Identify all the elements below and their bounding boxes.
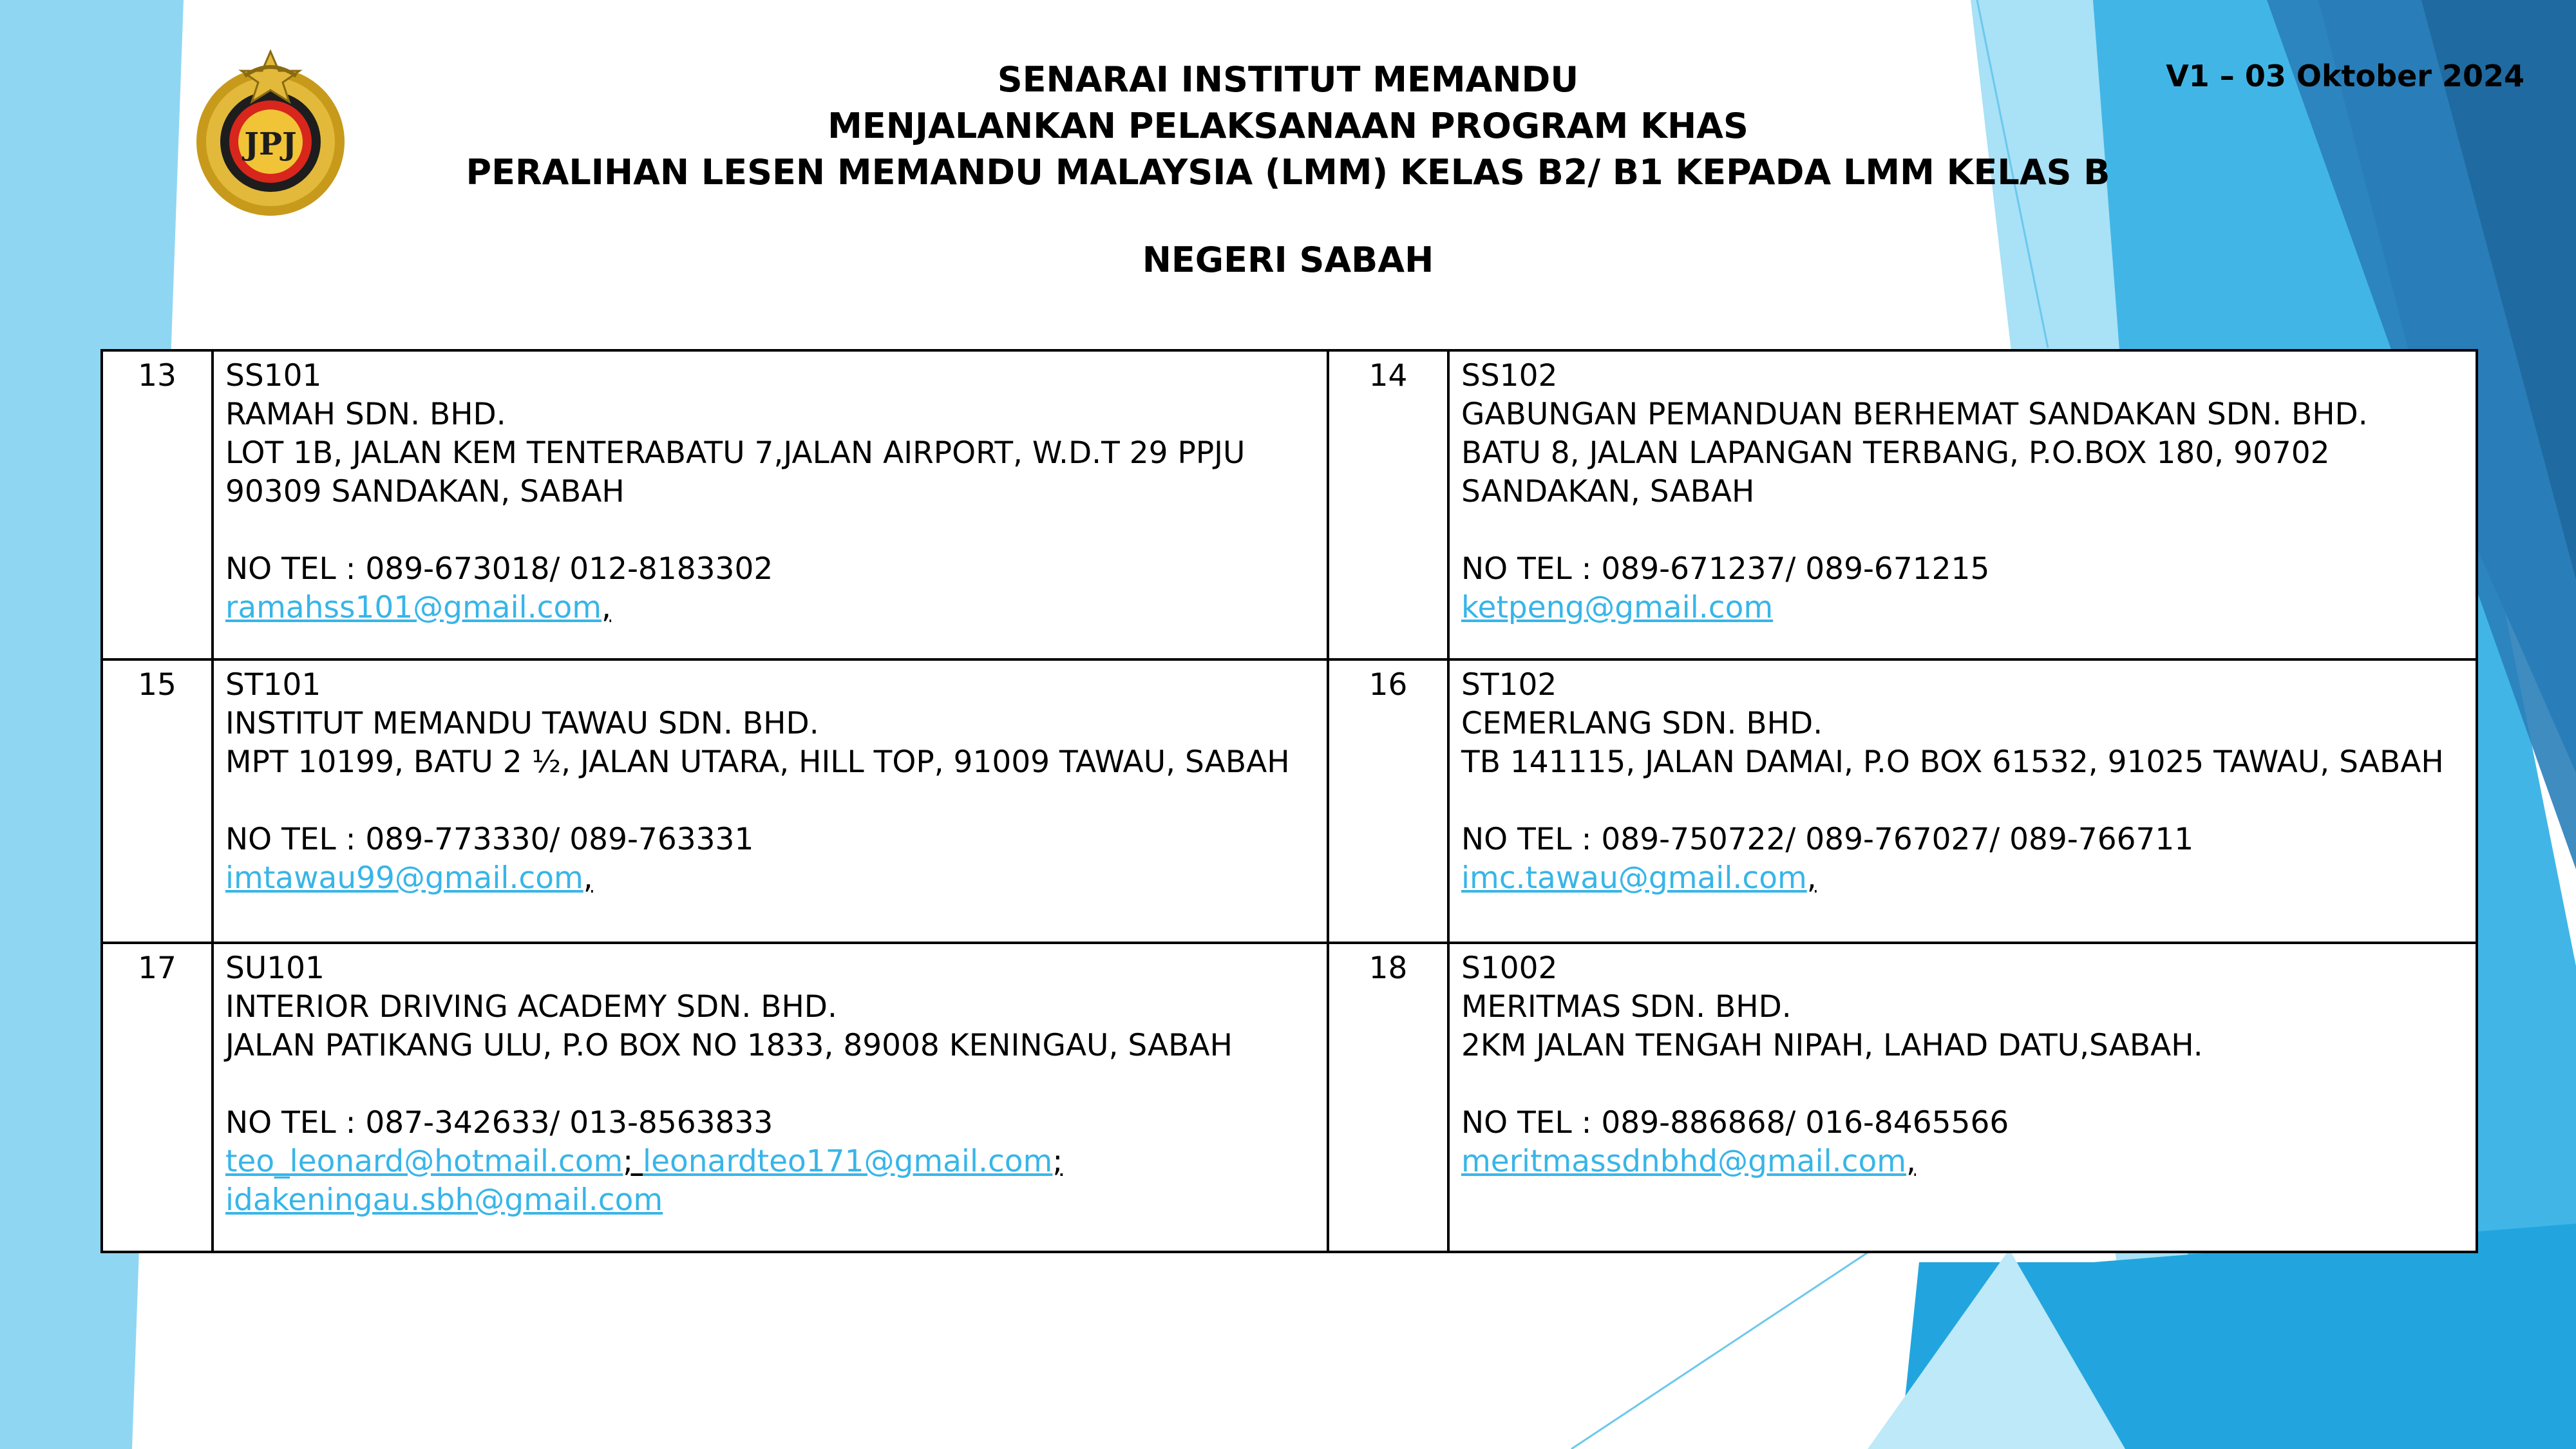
entry-address: TB 141115, JALAN DAMAI, P.O BOX 61532, 91025 TAWAU, SABAH <box>1461 744 2444 780</box>
entry-phone: NO TEL : 089-750722/ 089-767027/ 089-766711 <box>1461 822 2194 857</box>
entry-cell <box>213 943 1328 1252</box>
entry-address: MPT 10199, BATU 2 ½, JALAN UTARA, HILL TOP, 91009 TAWAU, SABAH <box>225 744 1290 780</box>
entry-number: 16 <box>1328 659 1448 943</box>
entry-phone: NO TEL : 087-342633/ 013-8563833 <box>225 1105 773 1141</box>
entry-code: ST101 <box>225 667 321 703</box>
entry-cell <box>1448 943 2477 1252</box>
institute-table <box>100 349 2478 1253</box>
table-row <box>102 350 2477 659</box>
entry-name: CEMERLANG SDN. BHD. <box>1461 706 1823 741</box>
entry-address: 2KM JALAN TENGAH NIPAH, LAHAD DATU,SABAH. <box>1461 1028 2203 1063</box>
entry-code: SS101 <box>225 358 322 393</box>
entry-name: MERITMAS SDN. BHD. <box>1461 989 1792 1025</box>
entry-cell <box>213 659 1328 943</box>
entry-code: SU101 <box>225 951 325 986</box>
entry-address: 90309 SANDAKAN, SABAH <box>225 474 625 509</box>
email-link[interactable]: idakeningau.sbh@gmail.com <box>225 1182 663 1218</box>
table-row <box>102 943 2477 1252</box>
email-separator: ; <box>623 1144 643 1179</box>
email-link[interactable]: imc.tawau@gmail.com <box>1461 860 1807 896</box>
email-separator: , <box>1806 860 1817 896</box>
entry-cell <box>213 350 1328 659</box>
entry-number: 18 <box>1328 943 1448 1252</box>
entry-name: INTERIOR DRIVING ACADEMY SDN. BHD. <box>225 989 837 1025</box>
thin-diagonal-line-bottom <box>1571 1253 1868 1449</box>
entry-cell <box>1448 350 2477 659</box>
entry-code: S1002 <box>1461 951 1558 986</box>
document-title <box>322 57 2254 196</box>
entry-code: ST102 <box>1461 667 1557 703</box>
email-link[interactable]: meritmassdnbhd@gmail.com <box>1461 1144 1907 1179</box>
version-label: V1 – 03 Oktober 2024 <box>2166 59 2524 93</box>
svg-text:JPJ: JPJ <box>244 126 297 162</box>
entry-address: LOT 1B, JALAN KEM TENTERABATU 7,JALAN AIRPORT, W.D.T 29 PPJU <box>225 435 1245 471</box>
entry-number: 15 <box>102 659 213 943</box>
entry-name: GABUNGAN PEMANDUAN BERHEMAT SANDAKAN SDN. BHD. <box>1461 397 2368 432</box>
email-link[interactable]: imtawau99@gmail.com <box>225 860 583 896</box>
entry-address: JALAN PATIKANG ULU, P.O BOX NO 1833, 89008 KENINGAU, SABAH <box>225 1028 1233 1063</box>
email-link[interactable]: teo_leonard@hotmail.com <box>225 1144 623 1179</box>
entry-name: INSTITUT MEMANDU TAWAU SDN. BHD. <box>225 706 819 741</box>
table-row <box>102 659 2477 943</box>
entry-number: 17 <box>102 943 213 1252</box>
email-link[interactable]: ramahss101@gmail.com <box>225 590 602 625</box>
entry-phone: NO TEL : 089-673018/ 012-8183302 <box>225 551 773 587</box>
entry-name: RAMAH SDN. BHD. <box>225 397 506 432</box>
entry-phone: NO TEL : 089-773330/ 089-763331 <box>225 822 754 857</box>
email-separator: ; <box>1052 1144 1063 1179</box>
entry-code: SS102 <box>1461 358 1558 393</box>
email-link[interactable]: ketpeng@gmail.com <box>1461 590 1774 625</box>
entry-phone: NO TEL : 089-886868/ 016-8465566 <box>1461 1105 2009 1141</box>
email-link[interactable]: leonardteo171@gmail.com <box>643 1144 1053 1179</box>
entry-address: SANDAKAN, SABAH <box>1461 474 1755 509</box>
entry-number: 14 <box>1328 350 1448 659</box>
entry-phone: NO TEL : 089-671237/ 089-671215 <box>1461 551 1990 587</box>
title-line-2: MENJALANKAN PELAKSANAAN PROGRAM KHAS <box>828 106 1748 146</box>
title-line-1: SENARAI INSTITUT MEMANDU <box>997 59 1579 100</box>
entry-number: 13 <box>102 350 213 659</box>
email-separator: , <box>1906 1144 1916 1179</box>
state-subtitle: NEGERI SABAH <box>1142 240 1434 280</box>
email-separator: , <box>601 590 611 625</box>
entry-cell <box>1448 659 2477 943</box>
entry-address: BATU 8, JALAN LAPANGAN TERBANG, P.O.BOX 180, 90702 <box>1461 435 2330 471</box>
title-line-3: PERALIHAN LESEN MEMANDU MALAYSIA (LMM) KELAS B2/ B1 KEPADA LMM KELAS B <box>466 152 2110 193</box>
email-separator: , <box>583 860 593 896</box>
